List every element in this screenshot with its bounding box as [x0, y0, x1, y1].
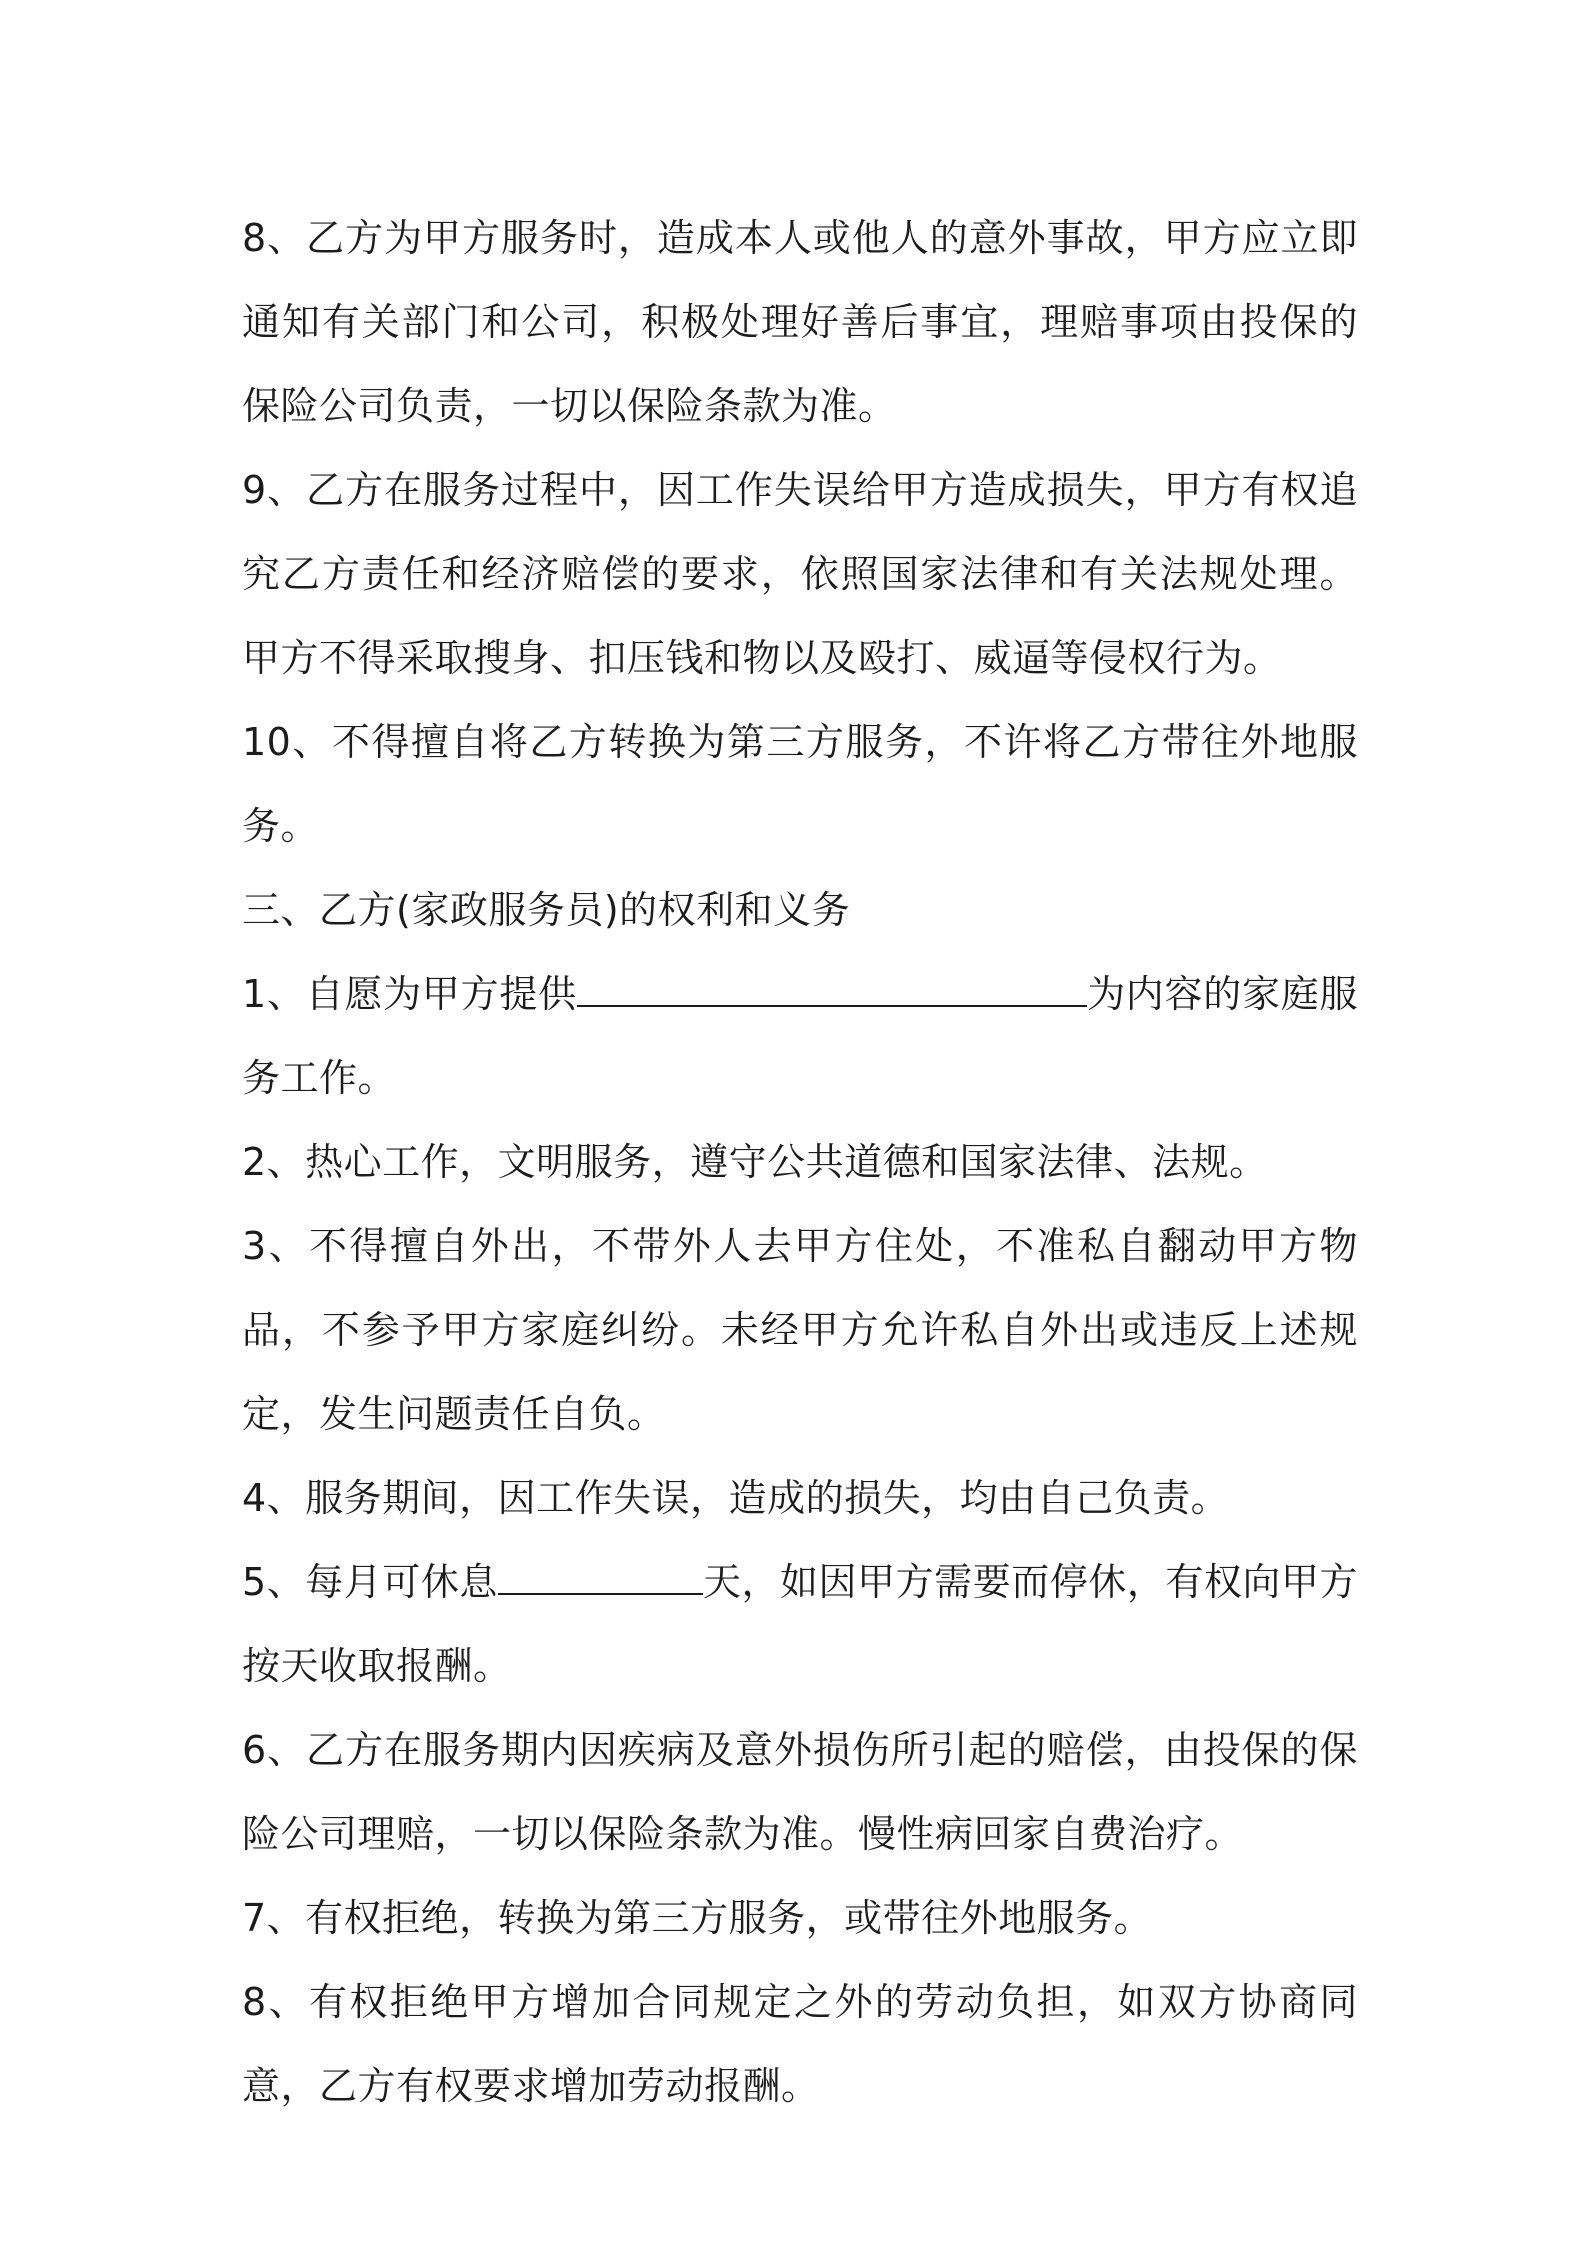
clause-paragraph: 7、有权拒绝，转换为第三方服务，或带往外地服务。	[242, 1896, 1153, 1940]
clause-text-after-blank: 为内容的家庭服务工作。	[242, 972, 1358, 1100]
clause-paragraph: 3、不得擅自外出，不带外人去甲方住处，不准私自翻动甲方物品，不参予甲方家庭纠纷。未经甲方允许私自外出或违反上述规定，发生问题责任自负。	[242, 1224, 1358, 1436]
section-heading: 三、乙方(家政服务员)的权利和义务	[242, 888, 851, 932]
clause-paragraph: 2、热心工作，文明服务，遵守公共道德和国家法律、法规。	[242, 1140, 1268, 1184]
fill-in-blank-rest-days	[498, 1563, 703, 1595]
fill-in-blank-service-content	[577, 975, 1087, 1007]
clause-paragraph: 8、乙方为甲方服务时，造成本人或他人的意外事故，甲方应立即通知有关部门和公司，积极处理好善后事宜，理赔事项由投保的保险公司负责，一切以保险条款为准。	[242, 216, 1358, 428]
document-body	[242, 196, 1358, 2128]
clause-text-after-blank: 天，如因甲方需要而停休，有权向甲方按天收取报酬。	[242, 1560, 1358, 1688]
clause-text-before-blank: 1、自愿为甲方提供	[242, 972, 577, 1016]
clause-paragraph-with-blank	[242, 952, 1358, 1120]
clause-paragraph: 10、不得擅自将乙方转换为第三方服务，不许将乙方带往外地服务。	[242, 720, 1358, 848]
clause-paragraph: 9、乙方在服务过程中，因工作失误给甲方造成损失，甲方有权追究乙方责任和经济赔偿的要求，依照国家法律和有关法规处理。甲方不得采取搜身、扣压钱和物以及殴打、威逼等侵权行为。	[242, 468, 1358, 680]
clause-paragraph: 6、乙方在服务期内因疾病及意外损伤所引起的赔偿，由投保的保险公司理赔，一切以保险条款为准。慢性病回家自费治疗。	[242, 1728, 1358, 1856]
clause-paragraph: 8、有权拒绝甲方增加合同规定之外的劳动负担，如双方协商同意，乙方有权要求增加劳动报酬。	[242, 1980, 1358, 2108]
clause-paragraph-with-blank	[242, 1540, 1358, 1708]
clause-paragraph: 4、服务期间，因工作失误，造成的损失，均由自己负责。	[242, 1476, 1230, 1520]
clause-text-before-blank: 5、每月可休息	[242, 1560, 498, 1604]
